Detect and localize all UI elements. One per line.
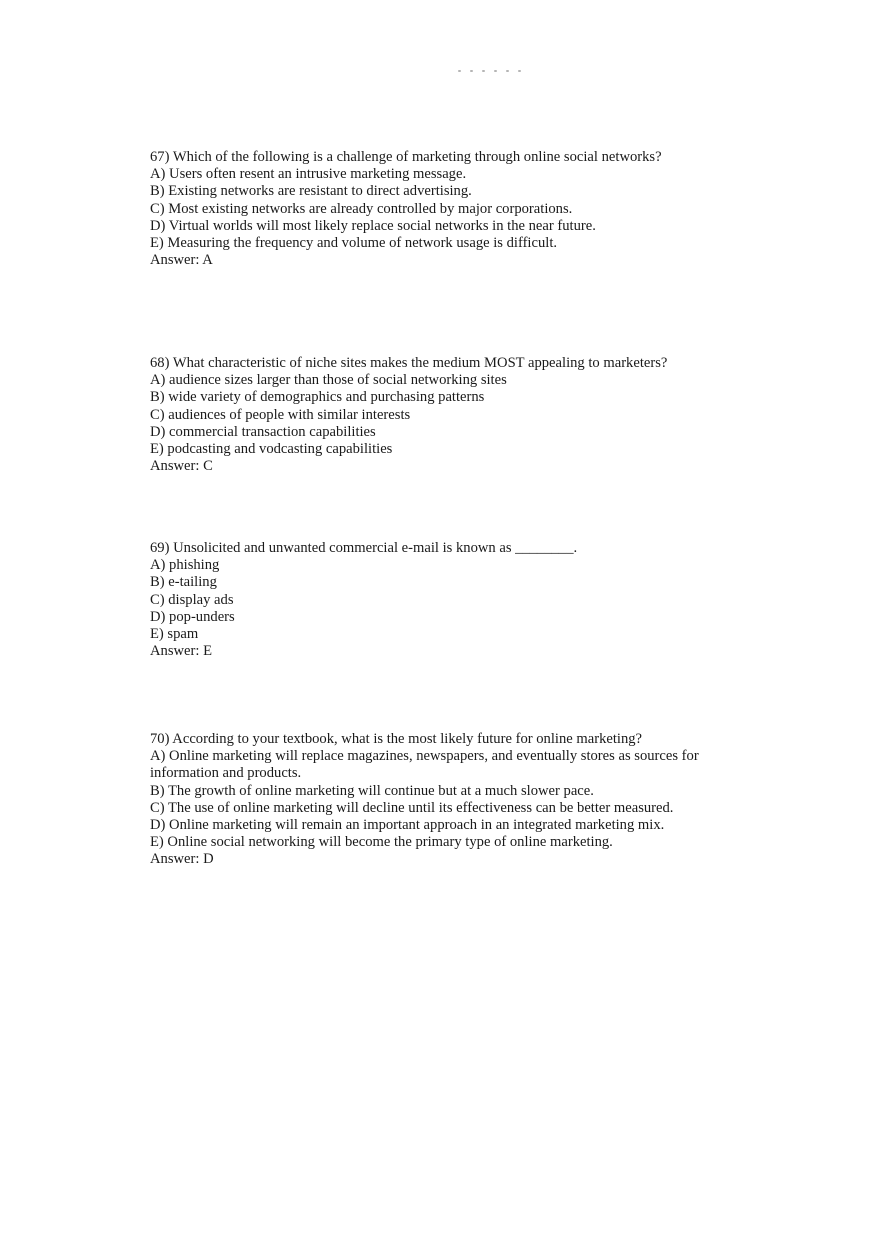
- faint-header-mark: [458, 66, 568, 76]
- option-c: C) Most existing networks are already controlled by major corporations.: [150, 200, 573, 217]
- question-67: [150, 149, 740, 269]
- option-d: D) Online marketing will remain an important approach in an integrated marketing mix.: [150, 817, 665, 834]
- option-b: B) The growth of online marketing will continue but at a much slower pace.: [150, 782, 594, 799]
- option-c: C) display ads: [150, 591, 234, 608]
- answer-line: Answer: D: [150, 851, 214, 868]
- answer-line: Answer: C: [150, 458, 213, 475]
- option-e: E) podcasting and vodcasting capabilities: [150, 441, 393, 458]
- option-b: B) wide variety of demographics and purchasing patterns: [150, 389, 485, 406]
- option-b: B) e-tailing: [150, 574, 217, 591]
- option-a: A) phishing: [150, 557, 220, 574]
- question-stem: 70) According to your textbook, what is the most likely future for online marketing?: [150, 731, 643, 747]
- answer-line: Answer: E: [150, 643, 213, 660]
- option-e: E) Online social networking will become the primary type of online marketing.: [150, 834, 613, 851]
- option-e: E) Measuring the frequency and volume of network usage is difficult.: [150, 235, 558, 252]
- option-d: D) commercial transaction capabilities: [150, 423, 376, 440]
- option-b: B) Existing networks are resistant to direct advertising.: [150, 183, 472, 200]
- question-stem: 67) Which of the following is a challenge of marketing through online social networks?: [150, 149, 662, 165]
- answer-line: Answer: A: [150, 252, 213, 269]
- option-e: E) spam: [150, 626, 199, 643]
- question-stem: 68) What characteristic of niche sites makes the medium MOST appealing to marketers?: [150, 355, 668, 371]
- question-68: [150, 355, 740, 475]
- option-a: A) audience sizes larger than those of social networking sites: [150, 372, 507, 389]
- option-c: C) audiences of people with similar interests: [150, 406, 411, 423]
- option-c: C) The use of online marketing will decline until its effectiveness can be better measured.: [150, 799, 674, 816]
- question-69: [150, 540, 740, 660]
- question-stem: 69) Unsolicited and unwanted commercial e-mail is known as ________.: [150, 540, 578, 556]
- option-d: D) pop-unders: [150, 608, 235, 625]
- option-a: A) Online marketing will replace magazines, newspapers, and eventually stores as sources for information and products.: [150, 748, 699, 782]
- option-d: D) Virtual worlds will most likely replace social networks in the near future.: [150, 217, 596, 234]
- option-a: A) Users often resent an intrusive marketing message.: [150, 166, 467, 183]
- question-70: [150, 731, 740, 869]
